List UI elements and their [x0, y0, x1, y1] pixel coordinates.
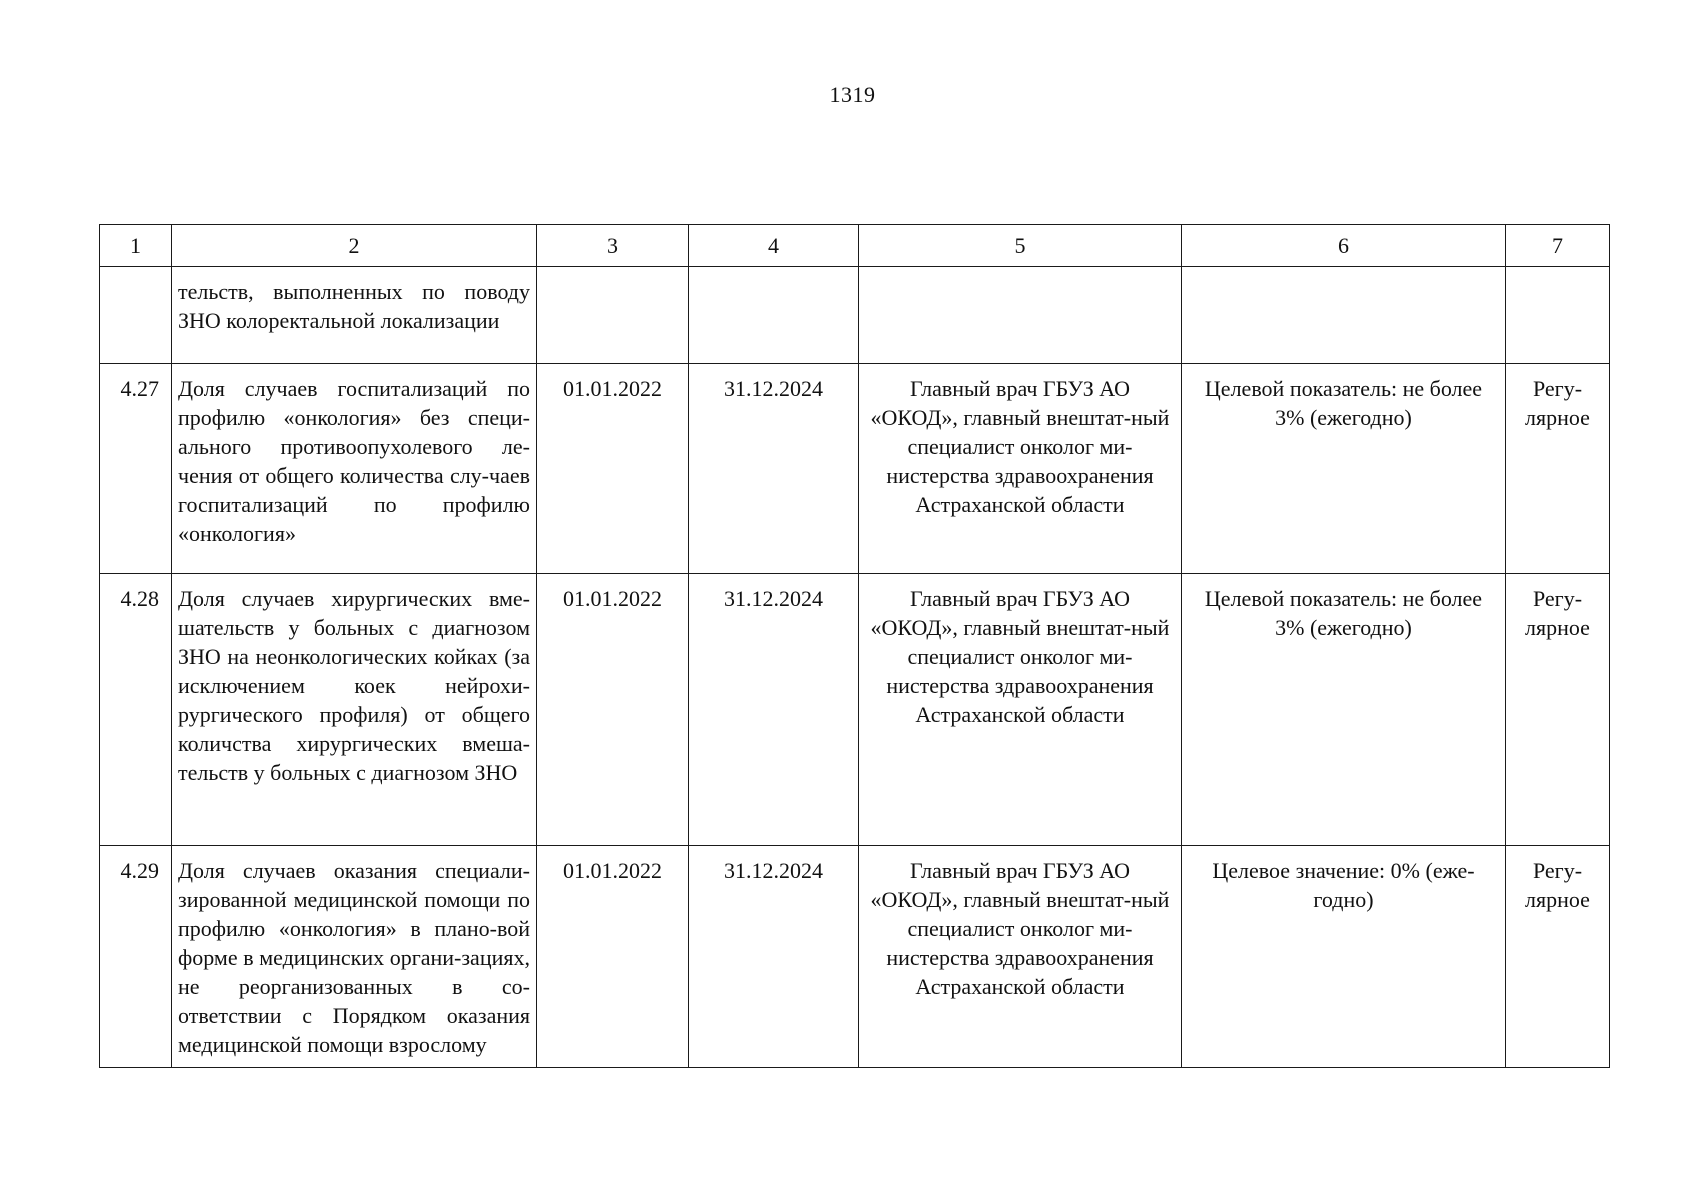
row-end-date: 31.12.2024 — [689, 364, 859, 574]
row-responsible — [859, 267, 1182, 364]
row-type: Регу-лярное — [1506, 574, 1610, 846]
table-row — [100, 574, 1610, 846]
table-row — [100, 364, 1610, 574]
column-header-5: 5 — [859, 225, 1182, 267]
row-end-date: 31.12.2024 — [689, 846, 859, 1068]
row-number: 4.27 — [100, 364, 172, 574]
row-description: Доля случаев госпитализаций по профилю «онкология» без специ-ального противоопухолевого ле-чения от общего количества слу-чаев госпитализаций по профилю «онкология» — [172, 364, 537, 574]
column-header-4: 4 — [689, 225, 859, 267]
row-end-date — [689, 267, 859, 364]
row-end-date: 31.12.2024 — [689, 574, 859, 846]
row-description: Доля случаев хирургических вме-шательств у больных с диагнозом ЗНО на неонкологических койках (за исключением коек нейрохи-рургического профиля) от общего количства хирургических вмеша-тельств у больных с диагнозом ЗНО — [172, 574, 537, 846]
table-header-row — [100, 225, 1610, 267]
column-header-7: 7 — [1506, 225, 1610, 267]
table-row — [100, 267, 1610, 364]
row-start-date — [537, 267, 689, 364]
row-responsible: Главный врач ГБУЗ АО «ОКОД», главный внештат-ный специалист онколог ми-нистерства здравоохранения Астраханской области — [859, 364, 1182, 574]
column-header-1: 1 — [100, 225, 172, 267]
row-start-date: 01.01.2022 — [537, 574, 689, 846]
page-number: 1319 — [829, 82, 876, 107]
column-header-3: 3 — [537, 225, 689, 267]
row-type: Регу-лярное — [1506, 364, 1610, 574]
column-header-6: 6 — [1182, 225, 1506, 267]
row-start-date: 01.01.2022 — [537, 846, 689, 1068]
row-number — [100, 267, 172, 364]
row-start-date: 01.01.2022 — [537, 364, 689, 574]
row-number: 4.28 — [100, 574, 172, 846]
plan-table — [99, 224, 1610, 1068]
row-responsible: Главный врач ГБУЗ АО «ОКОД», главный внештат-ный специалист онколог ми-нистерства здравоохранения Астраханской области — [859, 574, 1182, 846]
row-description: тельств, выполненных по поводу ЗНО колоректальной локализации — [172, 267, 537, 364]
row-number: 4.29 — [100, 846, 172, 1068]
column-header-2: 2 — [172, 225, 537, 267]
row-indicator: Целевой показатель: не более 3% (ежегодно) — [1182, 364, 1506, 574]
row-description: Доля случаев оказания специали-зированной медицинской помощи по профилю «онкология» в плано-вой форме в медицинских органи-зациях, не реорганизованных в со-ответствии с Порядком оказания медицинской помощи взрослому — [172, 846, 537, 1068]
row-type — [1506, 267, 1610, 364]
row-responsible: Главный врач ГБУЗ АО «ОКОД», главный внештат-ный специалист онколог ми-нистерства здравоохранения Астраханской области — [859, 846, 1182, 1068]
table-row — [100, 846, 1610, 1068]
row-type: Регу-лярное — [1506, 846, 1610, 1068]
row-indicator: Целевой показатель: не более 3% (ежегодно) — [1182, 574, 1506, 846]
row-indicator: Целевое значение: 0% (еже-годно) — [1182, 846, 1506, 1068]
row-indicator — [1182, 267, 1506, 364]
